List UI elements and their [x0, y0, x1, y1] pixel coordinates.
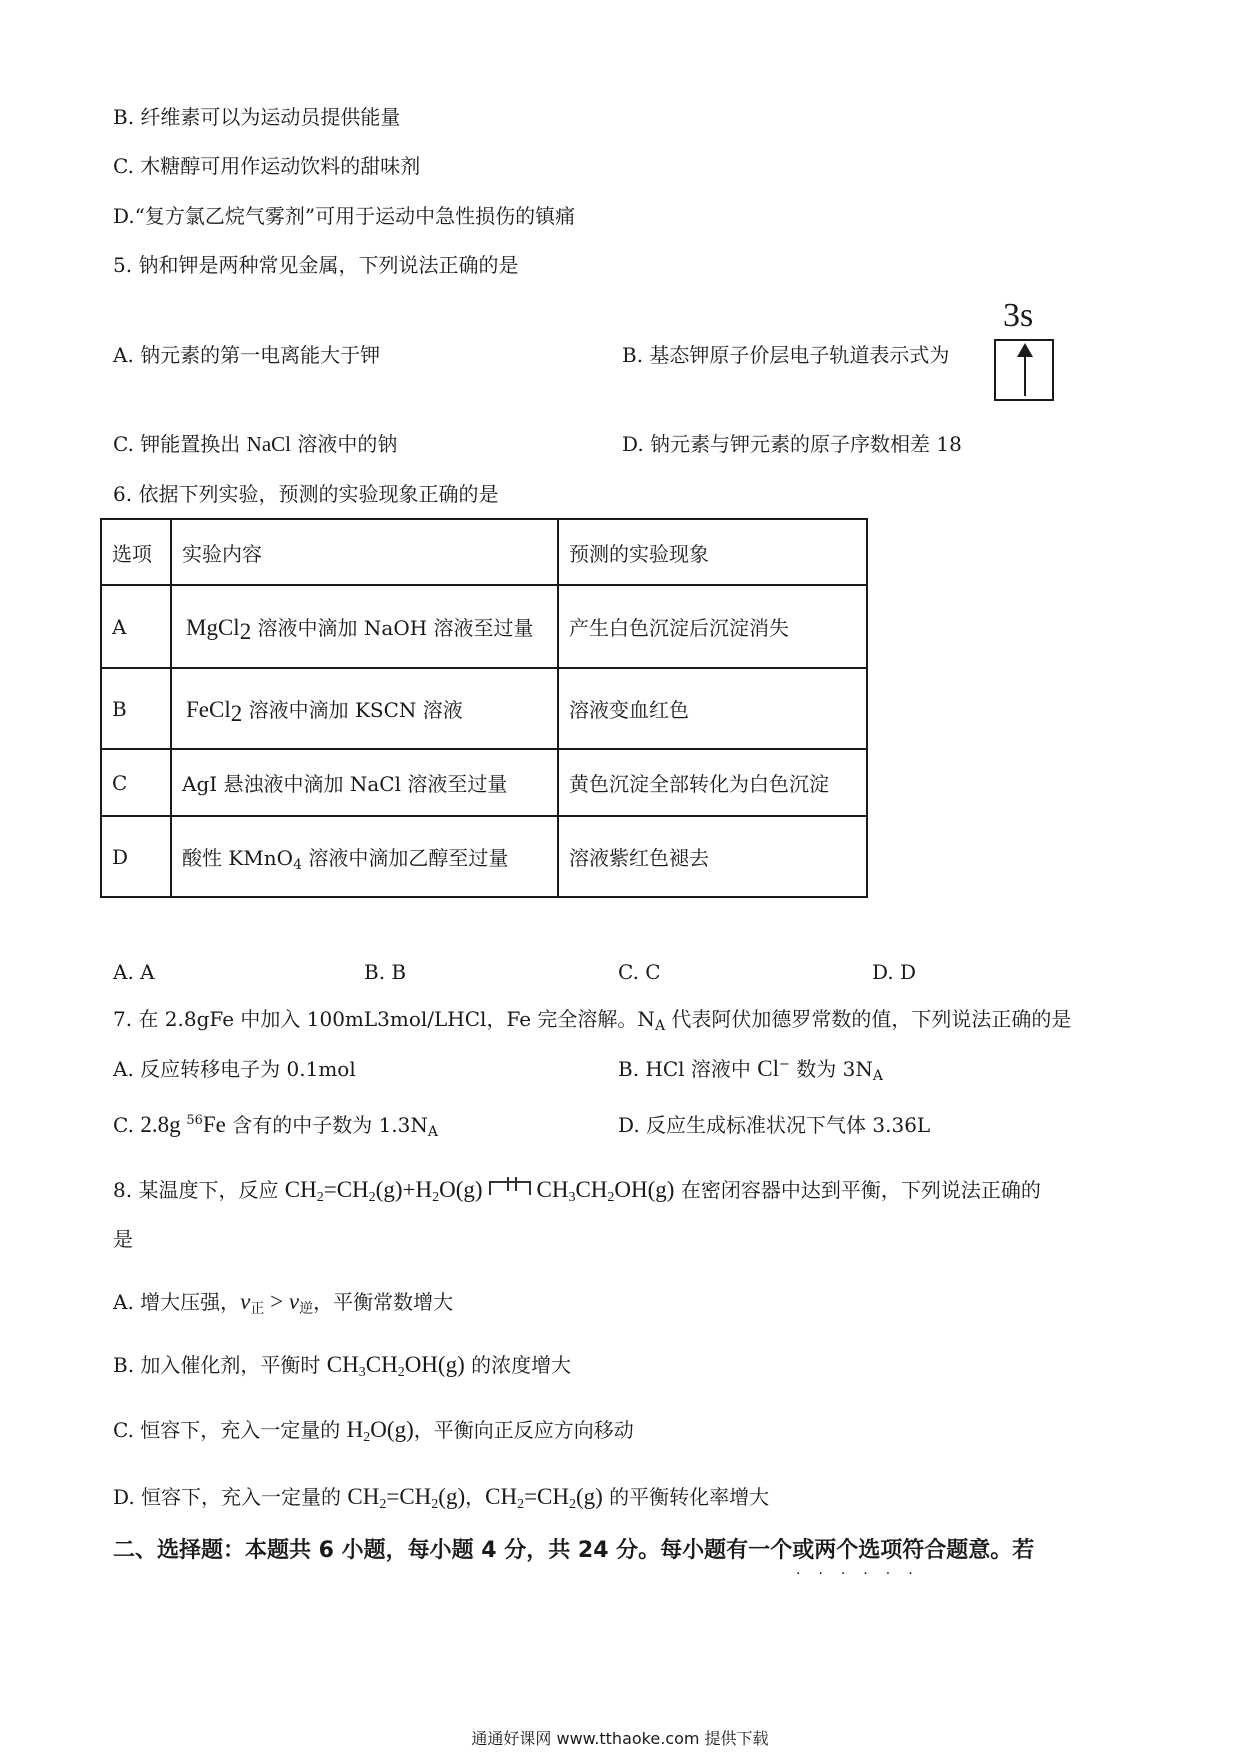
experiment-table [100, 518, 868, 898]
page-footer: 通通好课网 www.tthaoke.com 提供下载 [471, 1729, 769, 1748]
q6-answer-a: A. A [113, 960, 155, 984]
equilibrium-arrow-icon [487, 1177, 533, 1201]
table-row [101, 816, 867, 897]
q8-option-b: B. 加入催化剂，平衡时 $CH_3CH_2OH(g)$ 的浓度增大 [113, 1352, 572, 1380]
equation-reactants: $CH_2=CH_2(g)+H_2O(g)$ [284, 1177, 483, 1205]
row-option: A [101, 585, 171, 668]
q7-option-b: B. HCl 溶液中 Cl− 数为 $3N_A$ [618, 1056, 883, 1084]
emphasis-dots: ······ [796, 1566, 931, 1582]
q7-stem: 7. 在 2.8gFe 中加入 100mL3mol/LHCl，Fe 完全溶解。$N_A$ 代表阿伏加德罗常数的值，下列说法正确的是 [113, 1007, 1072, 1034]
spin-up-arrowhead-icon [1017, 343, 1033, 357]
row-phenomenon: 产生白色沉淀后沉淀消失 [558, 585, 867, 668]
row-phenomenon: 溶液紫红色褪去 [558, 816, 867, 897]
q5-stem: 5. 钠和钾是两种常见金属，下列说法正确的是 [113, 253, 519, 277]
row-phenomenon: 溶液变血红色 [558, 668, 867, 749]
equation-product: $CH_3CH_2OH(g)$ [536, 1177, 675, 1205]
q4-option-d: D.“复方氯乙烷气雾剂”可用于运动中急性损伤的镇痛 [113, 204, 576, 228]
q8-option-c: C. 恒容下，充入一定量的 $H_2O(g)$，平衡向正反应方向移动 [113, 1417, 634, 1445]
q7-option-c: C. 2.8g $^{56}$Fe 含有的中子数为 $1.3N_A$ [113, 1112, 439, 1140]
header-phenomenon: 预测的实验现象 [558, 519, 867, 585]
row-option: C [101, 749, 171, 816]
row-content: 酸性 KMnO$_4$ 溶液中滴加乙醇至过量 [171, 816, 558, 897]
q8-stem: 8. 某温度下，反应 $CH_2=CH_2(g)+H_2O(g)$ $CH_3CH_2OH(g)$ 在密闭容器中达到平衡，下列说法正确的 [113, 1177, 1041, 1205]
q8-option-a: A. 增大压强，$v_正 > v_逆$，平衡常数增大 [113, 1289, 454, 1317]
row-content: FeCl$_2$ 溶液中滴加 KSCN 溶液 [171, 668, 558, 749]
row-phenomenon: 黄色沉淀全部转化为白色沉淀 [558, 749, 867, 816]
row-content: AgI 悬浊液中滴加 NaCl 溶液至过量 [171, 749, 558, 816]
q8-stem-end: 是 [113, 1227, 133, 1251]
q5-option-c: C. 钾能置换出 NaCl 溶液中的钠 [113, 432, 398, 456]
row-option: B [101, 668, 171, 749]
q6-answer-c: C. C [618, 960, 661, 984]
q6-answer-d: D. D [872, 960, 917, 984]
q4-option-b: B. 纤维素可以为运动员提供能量 [113, 105, 401, 129]
orbital-3s-label: 3s [1003, 297, 1034, 334]
q4-option-c: C. 木糖醇可用作运动饮料的甜味剂 [113, 154, 421, 178]
row-content: MgCl$_2$ 溶液中滴加 NaOH 溶液至过量 [171, 585, 558, 668]
table-row [101, 749, 867, 816]
q7-option-a: A. 反应转移电子为 0.1mol [113, 1057, 356, 1081]
table-row [101, 668, 867, 749]
q7-option-d: D. 反应生成标准状况下气体 3.36L [618, 1113, 931, 1137]
section-2-title: 二、选择题：本题共 6 小题，每小题 4 分，共 24 分。每小题有一个或两个选项符合题意。若 [113, 1538, 1035, 1563]
q5-option-a: A. 钠元素的第一电离能大于钾 [113, 343, 381, 367]
header-content: 实验内容 [171, 519, 558, 585]
row-option: D [101, 816, 171, 897]
q8-option-d: D. 恒容下，充入一定量的 $CH_2=CH_2(g)$，$CH_2=CH_2(g)$ 的平衡转化率增大 [113, 1484, 770, 1512]
header-option: 选项 [101, 519, 171, 585]
q6-answer-b: B. B [364, 960, 407, 984]
table-header-row [101, 519, 867, 585]
q6-stem: 6. 依据下列实验，预测的实验现象正确的是 [113, 482, 499, 506]
table-row [101, 585, 867, 668]
q5-option-b: B. 基态钾原子价层电子轨道表示式为 [622, 343, 950, 367]
q5-option-d: D. 钠元素与钾元素的原子序数相差 18 [622, 432, 962, 456]
